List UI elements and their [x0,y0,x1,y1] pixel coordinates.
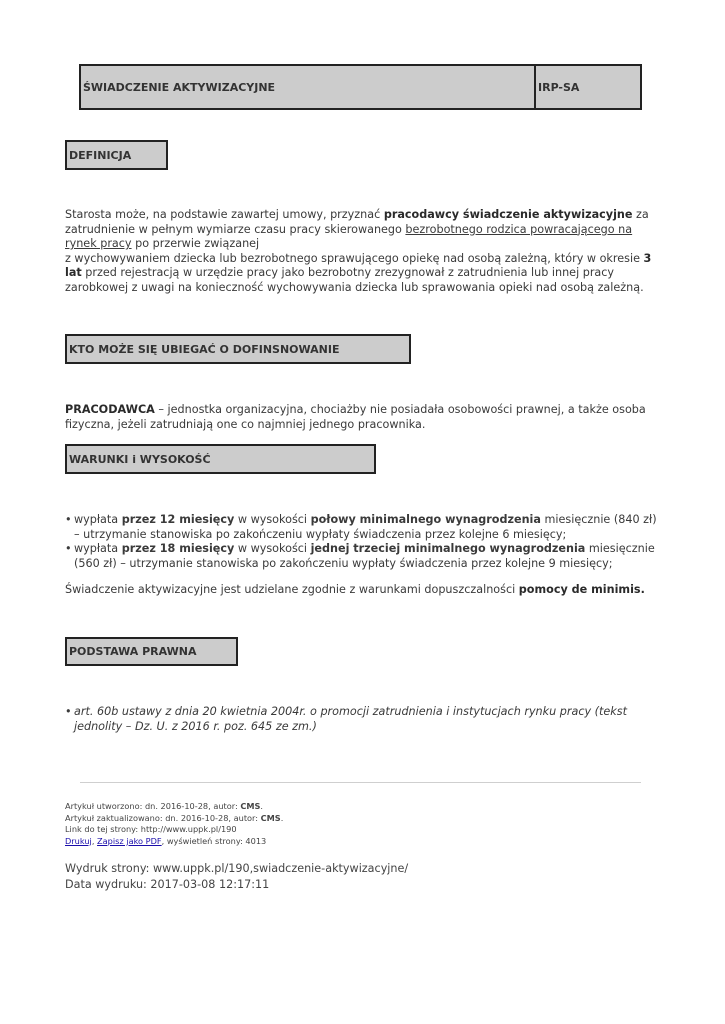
section-heading-conditions: WARUNKI i WYSOKOŚĆ [65,444,376,474]
definition-line-1: Starosta może, na podstawie zawartej umowy, przyznać pracodawcy świadczenie aktywizacyjne za zatrudnienie w pełnym wymiarze czasu pracy skierowanego bezrobotnego rodzica powracającego na rynek pracy po przerwie związanej [65,208,649,251]
print-link[interactable]: Drukuj [65,835,92,846]
print-date: Data wydruku: 2017-03-08 12:17:11 [65,877,270,891]
created-line: Artykuł utworzono: dn. 2016-10-28, autor: CMS. [65,801,264,811]
page-link-line: Link do tej strony: http://www.uppk.pl/190 [65,824,237,835]
list-item: • wypłata przez 18 miesięcy w wysokości jednej trzeciej minimalnego wynagrodzenia miesięcznie (560 zł) – utrzymanie stanowiska po zakończeniu wypłaty świadczenia przez kolejne 9 miesięcy; [65,542,655,570]
updated-line: Artykuł zaktualizowano: dn. 2016-10-28, autor: CMS. [65,812,284,823]
list-item: • art. 60b ustawy z dnia 20 kwietnia 2004r. o promocji zatrudnienia i instytucjach rynku pracy (tekst jednolity – Dz. U. z 2016 r. poz. 645 ze zm.) [65,705,627,733]
divider [80,782,641,783]
list-item: • wypłata przez 12 miesięcy w wysokości połowy minimalnego wynagrodzenia miesięcznie (840 zł) – utrzymanie stanowiska po zakończeniu wypłaty świadczenia przez kolejne 6 miesięcy; [65,513,657,541]
section-heading-definition: DEFINICJA [65,140,168,170]
definition-line-2: z wychowywaniem dziecka lub bezrobotnego sprawującego opiekę nad osobą zależną, który w okresie 3 lat przed rejestracją w urzędzie pracy jako bezrobotny zrezygnował z zatrudnienia lub innej pracy zarobkowej z uwagi na konieczność wychowywania dziecka lub sprawowania opieki nad osobą zależną. [65,251,652,294]
section-heading-legal: PODSTAWA PRAWNA [65,637,238,666]
bullet-icon: • [65,705,72,718]
header-table [79,64,642,110]
bullet-icon: • [65,513,72,526]
de-minimis-note: Świadczenie aktywizacyjne jest udzielane zgodnie z warunkami dopuszczalności pomocy de minimis. [65,583,645,596]
who-paragraph: PRACODAWCA – jednostka organizacyjna, chociażby nie posiadała osobowości prawnej, a także osoba fizyczna, jeżeli zatrudniają one co najmniej jednego pracownika. [65,403,646,431]
definition-paragraph [65,208,665,296]
article-meta [65,801,283,847]
bullet-icon: • [65,542,72,556]
actions-line: Drukuj, Zapisz jako PDF, wyświetleń strony: 4013 [65,835,267,846]
program-code: IRP-SA [538,80,580,94]
conditions-list [65,513,665,571]
print-info [65,861,408,892]
unemployed-parent-link[interactable]: bezrobotnego rodzica powracającego na rynek pracy [65,222,633,251]
page-title: ŚWIADCZENIE AKTYWIZACYJNE [81,66,536,108]
legal-list [65,705,665,734]
save-pdf-link[interactable]: Zapisz jako PDF [97,835,162,846]
section-heading-who: KTO MOŻE SIĘ UBIEGAĆ O DOFINSNOWANIE [65,334,411,364]
print-url: Wydruk strony: www.uppk.pl/190,swiadczenie-aktywizacyjne/ [65,862,409,875]
